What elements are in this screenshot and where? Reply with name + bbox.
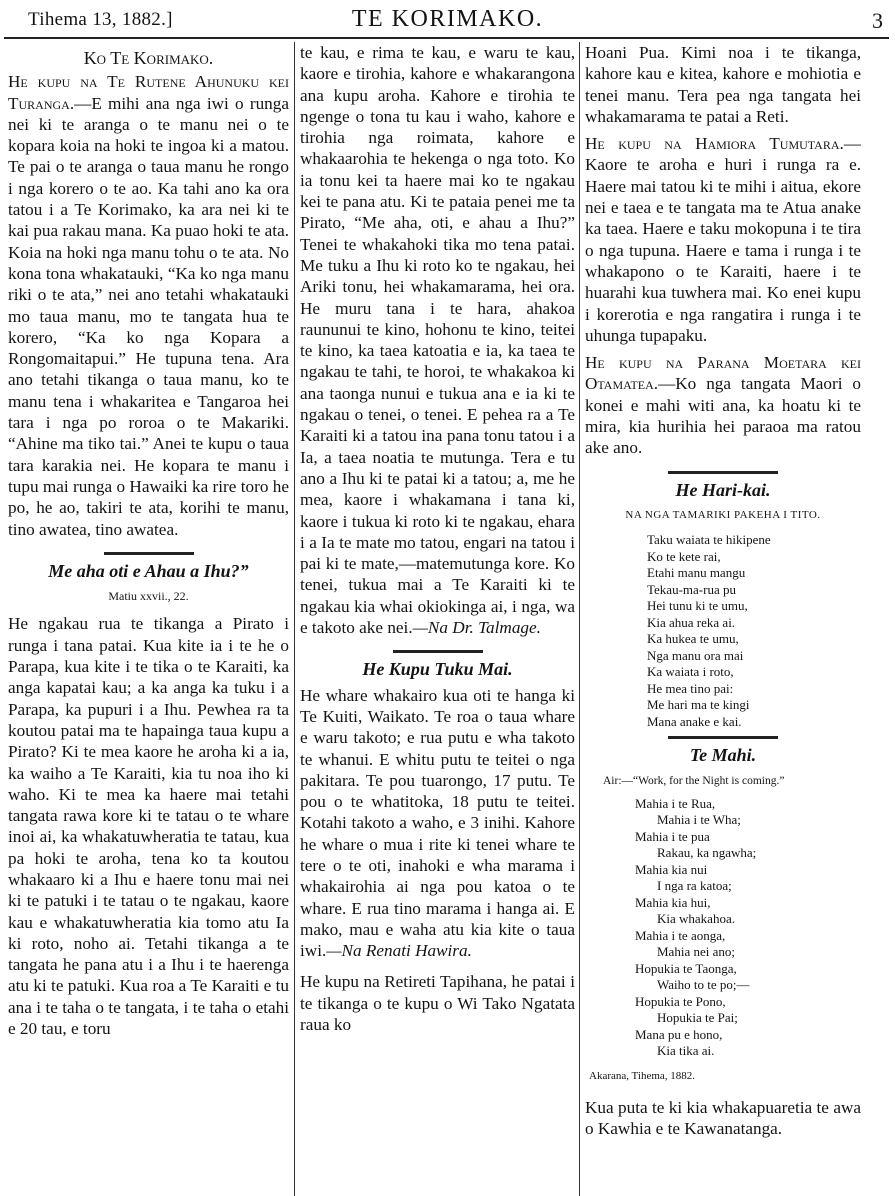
poem-line: Mana anake e kai. bbox=[647, 713, 742, 729]
song-line: Hopukia te Pono, bbox=[635, 993, 726, 1009]
poem-line: Ko te kete rai, bbox=[647, 548, 721, 564]
song-line: Kia tika ai. bbox=[657, 1043, 715, 1059]
poem-line: Me hari ma te kingi bbox=[647, 697, 750, 713]
column-3 bbox=[585, 42, 861, 1196]
column-2 bbox=[300, 42, 575, 1196]
song-line: Waiho to te po;— bbox=[657, 977, 750, 993]
page-number: 3 bbox=[872, 8, 883, 33]
article-paragraph: Hoani Pua. Kimi noa i te tikanga, kahore kau e kitea, kahore e mohiotia e tenei manu. Tera pea nga tangata hei whakamarama te patai a Reti. bbox=[585, 43, 861, 126]
poem-line: Taku waiata te hikipene bbox=[647, 532, 771, 548]
paragraph-text: He whare whakairo kua oti te hanga ki Te Kuiti, Waikato. Te roa o taua whare e waru takoto; e rua putu e wha takoto te whanui. E whitu putu te teitei o nga pakitara. Te pou tuarongo, 17 putu. Te pou o te whatitoka, 18 putu te teitei. Kotahi takoto a waho, e 3 inihi. Kahore he whare o mua i rite ki tenei whare te tere o te oti, inahoki e wha marama i whakairohia ai nga pou katoa o te whare. E rua tino marama i hanga ai. E mako, mau e waha atu kia kite o taua iwi. bbox=[300, 685, 575, 961]
song-signature: Akarana, Tihema, 1882. bbox=[589, 1069, 696, 1082]
column-1 bbox=[8, 42, 289, 1196]
paragraph-text: —Ko nga tangata Maori o konei e mahi witi ana, ka hoatu ki te mira, kia hurihia hei paraoa ma ratou ake ano. bbox=[585, 374, 861, 458]
section-separator bbox=[668, 736, 778, 739]
section-separator bbox=[104, 552, 194, 555]
song-line: I nga ra katoa; bbox=[657, 878, 732, 894]
poem bbox=[585, 532, 861, 730]
song-line: Mahia i te aonga, bbox=[635, 927, 726, 943]
song-line: Kia whakahoa. bbox=[657, 911, 735, 927]
song-verses bbox=[585, 796, 861, 1060]
poem-line: Tekau-ma-rua pu bbox=[647, 581, 736, 597]
section-subtitle: NA NGA TAMARIKI PAKEHA I TITO. bbox=[625, 508, 821, 521]
song-line: Hopukia te Pai; bbox=[657, 1010, 738, 1026]
article-heading: Ko Te Korimako. bbox=[83, 48, 214, 68]
article-paragraph bbox=[585, 352, 861, 458]
paragraph-text: te kau, e rima te kau, e waru te kau, kaore e tirohia, kahore e whakarangona ana kupu aroha. Kahore e tirohia te ngenge o tona tu kau i waho, kahore e tirohia nga roimata, kahore e whakaarohia te hekenga o nga toto. Ko ia tonu kei ta haere mai ko te ngakau kei te pana atu. Ki te pataia penei me ta Pirato, “Me aha, oti, e ahau a Ihu?” Tenei te whakahoki tika mo tena patai. Me tuku a Ihu ki roto ko te ngakau, hei Ariki tonu, hei whakamarama, hei ora. He muru tana i te hara, ahakoa raununui te kino, hohonu te kino, teitei te kino, ka taea katoatia e ia, ka taea te ngakau te tahi, te horoi, te whakakoa ki ana taonga nunui e tukua ana e ia ki te ngakau o tenei, o tenei. E pehea ra a Te Karaiti ki a tatou ina pana tonu tatou i a Ia, a taea noatia te mutunga. Tera e tu ano a Ihu ki te patai ki a tatou; a, me he mea, kaore i whakamana i tana ki, kaore i tukua ki roto ki te ngakau, ehara i a Ia te mate mo tatou, engari na tatou i pai ki te mate,—matemutunga kore. Ko tenei, tukua mai a Te Karaiti ki te ngakau kia whai okiokinga ai, i nga, wa e takoto ake nei. bbox=[300, 43, 575, 638]
poem-line: Ka hukea te umu, bbox=[647, 631, 739, 647]
section-title: He Kupu Tuku Mai. bbox=[362, 659, 513, 680]
tune-note: Air:—“Work, for the Night is coming.” bbox=[603, 774, 785, 787]
section-separator bbox=[668, 471, 778, 474]
newspaper-title: TE KORIMAKO. bbox=[351, 6, 544, 32]
section-separator bbox=[393, 650, 483, 653]
poem-line: Ka waiata i roto, bbox=[647, 664, 734, 680]
paragraph-lead: He kupu na Parana Moetara kei Otamatea. bbox=[585, 353, 861, 394]
song-line: Mahia i te Rua, bbox=[635, 795, 716, 811]
section-title: Me aha oti e Ahau a Ihu?” bbox=[48, 560, 249, 581]
paragraph-text: —E mihi ana nga iwi o runga nei ki te aranga o te manu nei o te kopara koia na hoki te ingoa ki a matou. Te pai o te aranga o taua manu he rongo i nga korero o te ao. Ka tahi ano ka ora tatou i a Te Korimako, ka ara nei ki te kai pua rakau mana. Ka puao hoki te ata. Koia na hoki nga manu tohu o te ata. No kona tona whakatauki, “Ka ko nga manu riki o te ata,” nei ano tetahi whakatauki mo taua manu, mo te tangata hua te korero, “Ka ko nga Kopara a Rongomaitapui.” He tupuna tena. Ara ano tetahi tikanga o taua manu, ko te manu tena i whakaritea e Tangaroa hei tara i nga po roroa o te Makariki. “Ahine ma tiko tai.” Anei te kupu o taua tara karakia nei. He kopara te manu i tupu mai runga o Hawaiki ka rire toro he po, he ao, takiri te ata, korihi te manu, tino awatea, tino awatea. bbox=[8, 93, 289, 539]
poem-line: Nga manu ora mai bbox=[647, 647, 744, 663]
paragraph-lead: He kupu na Hamiora Tumutara. bbox=[585, 134, 844, 154]
song-line: Mahia kia hui, bbox=[635, 894, 711, 910]
article-paragraph bbox=[300, 42, 575, 638]
song-line: Mahia i te pua bbox=[635, 828, 710, 844]
section-title: He Hari-kai. bbox=[675, 479, 771, 500]
paragraph-lead: He kupu na Te Rutene Ahunuku kei Turanga. bbox=[8, 72, 289, 113]
poem-line: Kia ahua reka ai. bbox=[647, 614, 736, 630]
article-signature: —Na Renati Hawira. bbox=[326, 941, 472, 961]
paragraph-text: —Kaore te aroha e huri i runga ra e. Haere mai tatou ki te mihi i aitua, ekore nei e taea e te tangata ma te Atua anake ka taea. Haere e taku mokopuna i te tira o nga tupuna. Haere e tama i runga i te whakapono o te Karaiti, haere i te huarahi kua tuwhera mai. Ko enei kupu i korerotia e nga rangatira i runga i te uhunga tupapaku. bbox=[585, 134, 861, 345]
column-divider bbox=[579, 42, 580, 1196]
song-line: Mana pu e hono, bbox=[635, 1026, 723, 1042]
article-paragraph: Kua puta te ki kia whakapuaretia te awa o Kawhia e te Kawanatanga. bbox=[585, 1098, 861, 1139]
poem-line: Hei tunu ki te umu, bbox=[647, 598, 748, 614]
article-paragraph bbox=[8, 71, 289, 540]
section-title: Te Mahi. bbox=[689, 745, 757, 766]
article-signature: —Na Dr. Talmage. bbox=[412, 618, 541, 638]
header-rule bbox=[4, 37, 889, 39]
issue-date: Tihema 13, 1882.] bbox=[28, 9, 173, 30]
article-paragraph bbox=[585, 133, 861, 346]
song-line: Mahia i te Wha; bbox=[657, 812, 741, 828]
song-line: Hopukia te Taonga, bbox=[635, 960, 737, 976]
column-divider bbox=[294, 42, 295, 1196]
poem-line: Etahi manu mangu bbox=[647, 565, 746, 581]
article-paragraph bbox=[300, 685, 575, 962]
page-header bbox=[0, 0, 895, 42]
poem-line: He mea tino pai: bbox=[647, 680, 734, 696]
article-paragraph: He kupu na Retireti Tapihana, he patai i te tikanga o te kupu o Wi Tako Ngatata raua ko bbox=[300, 972, 575, 1035]
song-line: Mahia nei ano; bbox=[657, 944, 735, 960]
article-paragraph: He ngakau rua te tikanga a Pirato i runga i tana patai. Kua kite ia i te he o Parapa, kua kite i te tika o te Karaiti, ka anga kapatai kau; a ka anga ka tuku i a Parapa, ka pupuri i a Ihu. Pewhea ra ta koutou patai ma te hapainga taua kupu a Pirato? Ki te mea kaore he aroha ki a ia, ka waiho a Te Karaiti, kia tu noa iho ki waho. Ki te mea ka haere mai tetahi tangata rawa kore ki te tatau o te whare inoi ai, ka whakatuwheratia te tatau, kua pa hoki te aroha, tena ko ta koutou whakaaro ki a Ihu e haere tonu mai nei ki te patuki i te tatau o te ngakau, kaore kau e whakatuwheratia kia tomo atu Ia ki roto, noho ai. Tetahi tikanga a te tangata he pana atu i a Ihu i te haerenga atu ki te patuki. Kua roa a Te Karaiti e tu ana i te taha o te tangata, i te taha o etahi e 20 tau, e toru bbox=[8, 614, 289, 1039]
scripture-reference: Matiu xxvii., 22. bbox=[108, 589, 189, 604]
song-line: Rakau, ka ngawha; bbox=[657, 845, 757, 861]
song-line: Mahia kia nui bbox=[635, 861, 708, 877]
